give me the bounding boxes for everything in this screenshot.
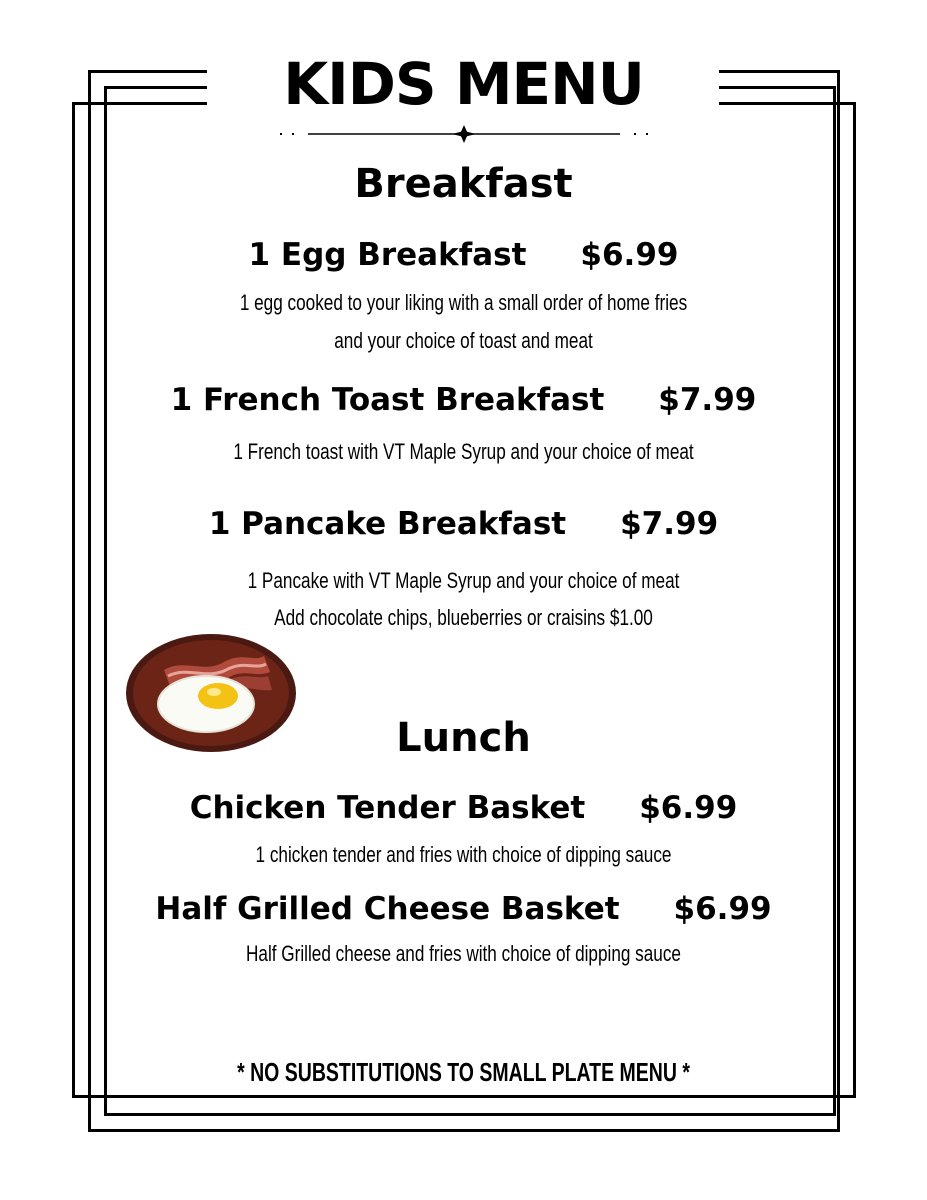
item-price: $7.99 <box>658 382 757 418</box>
section-heading-breakfast: Breakfast <box>354 161 573 207</box>
item-price: $6.99 <box>673 891 772 927</box>
item-name: Half Grilled Cheese Basket <box>155 891 620 927</box>
menu-item-chicken-tender-basket <box>0 788 927 828</box>
menu-item-french-toast-breakfast <box>0 380 927 420</box>
menu-item-egg-breakfast <box>0 235 927 275</box>
item-description: 1 egg cooked to your liking with a small order of home fries <box>239 290 688 315</box>
item-description: 1 Pancake with VT Maple Syrup and your choice of meat <box>247 568 680 593</box>
item-price: $7.99 <box>620 506 719 542</box>
item-description: 1 chicken tender and fries with choice of dipping sauce <box>255 842 672 867</box>
menu-item-pancake-breakfast <box>0 504 927 544</box>
menu-title: KIDS MENU <box>283 50 644 118</box>
substitution-note: * NO SUBSTITUTIONS TO SMALL PLATE MENU * <box>237 1057 690 1087</box>
diamond-divider-icon <box>278 122 650 146</box>
item-price: $6.99 <box>580 237 679 273</box>
menu-item-half-grilled-cheese-basket <box>0 889 927 929</box>
item-description: Add chocolate chips, blueberries or craisins $1.00 <box>274 605 653 630</box>
item-description: and your choice of toast and meat <box>334 328 593 353</box>
item-name: 1 Pancake Breakfast <box>208 506 567 542</box>
item-name: 1 French Toast Breakfast <box>170 382 605 418</box>
item-description: 1 French toast with VT Maple Syrup and your choice of meat <box>233 439 694 464</box>
item-description: Half Grilled cheese and fries with choice of dipping sauce <box>246 941 681 966</box>
item-price: $6.99 <box>639 790 738 826</box>
item-name: 1 Egg Breakfast <box>248 237 527 273</box>
section-heading-lunch: Lunch <box>396 715 531 761</box>
item-name: Chicken Tender Basket <box>189 790 586 826</box>
